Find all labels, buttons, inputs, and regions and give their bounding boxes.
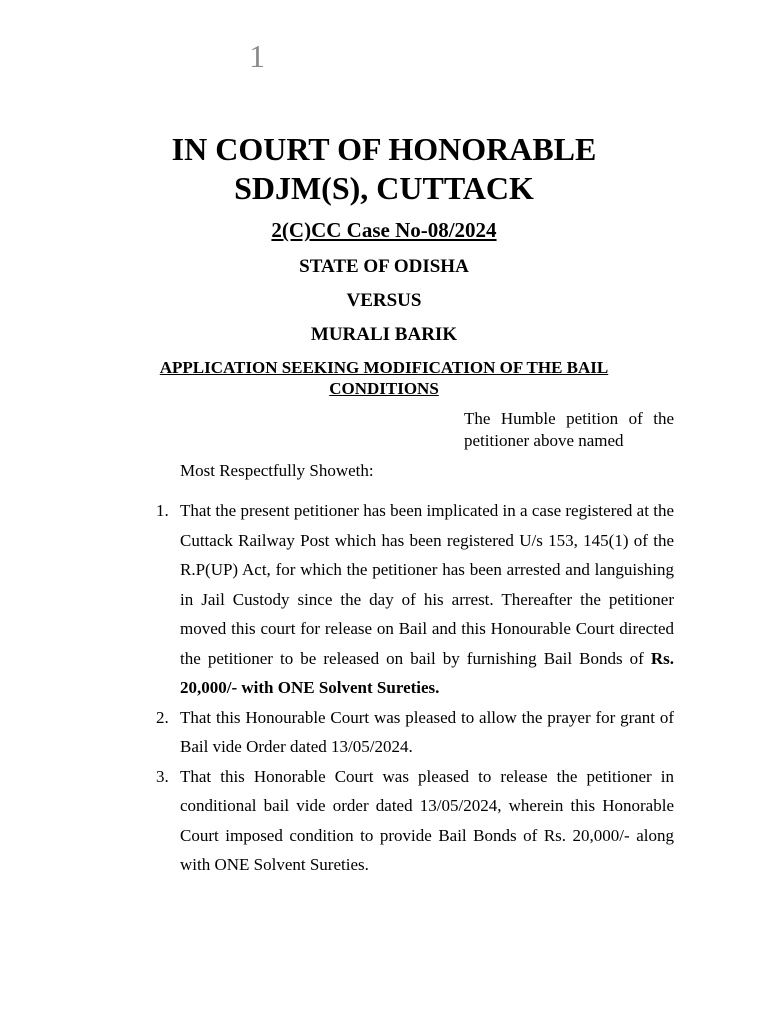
court-title-line1: IN COURT OF HONORABLE xyxy=(171,131,597,167)
party-accused: MURALI BARIK xyxy=(310,324,458,345)
case-number: 2(C)CC Case No-08/2024 xyxy=(271,218,497,242)
page-number: 1 xyxy=(249,38,265,74)
paragraph-number: 3. xyxy=(156,766,169,786)
application-title xyxy=(140,357,628,399)
humble-petition-text: The Humble petition of the petitioner above named xyxy=(464,409,674,450)
paragraph-number: 2. xyxy=(156,707,169,727)
salutation: Most Respectfully Showeth: xyxy=(180,461,374,480)
court-title-line2: SDJM(S), CUTTACK xyxy=(234,170,534,206)
paragraph-number: 1. xyxy=(156,501,169,520)
paragraph-3 xyxy=(156,762,674,880)
party-versus: VERSUS xyxy=(346,290,422,311)
paragraph-bold-text: Rs. 20,000/- with ONE Solvent Sureties. xyxy=(180,648,674,697)
paragraph-text: That the present petitioner has been implicated in a case registered at the Cuttack Railway Post which has been registered U/s 153, 145(1) of the R.P(UP) Act, for which the petitioner has been arrested and languishing in Jail Custody since the day of his arrest. Thereafter the petitioner moved this court for release on Bail and this Honourable Court directed the petitioner to be released on bail by furnishing Bail Bonds of xyxy=(180,501,674,668)
application-title-line1: APPLICATION SEEKING MODIFICATION OF THE BAIL xyxy=(159,358,609,377)
paragraph-2 xyxy=(156,703,674,762)
court-title xyxy=(0,130,768,208)
petition-paragraphs xyxy=(156,496,674,880)
paragraph-1 xyxy=(156,496,674,703)
paragraph-text: That this Honorable Court was pleased to release the petitioner in conditional bail vide order dated 13/05/2024, wherein this Honorable Court imposed condition to provide Bail Bonds of Rs. 20,000/- along with ONE Solvent Sureties. xyxy=(180,766,674,874)
party-state: STATE OF ODISHA xyxy=(299,256,469,277)
paragraph-text: That this Honourable Court was pleased to allow the prayer for grant of Bail vide Order dated 13/05/2024. xyxy=(180,707,674,756)
application-title-line2: CONDITIONS xyxy=(329,379,439,398)
